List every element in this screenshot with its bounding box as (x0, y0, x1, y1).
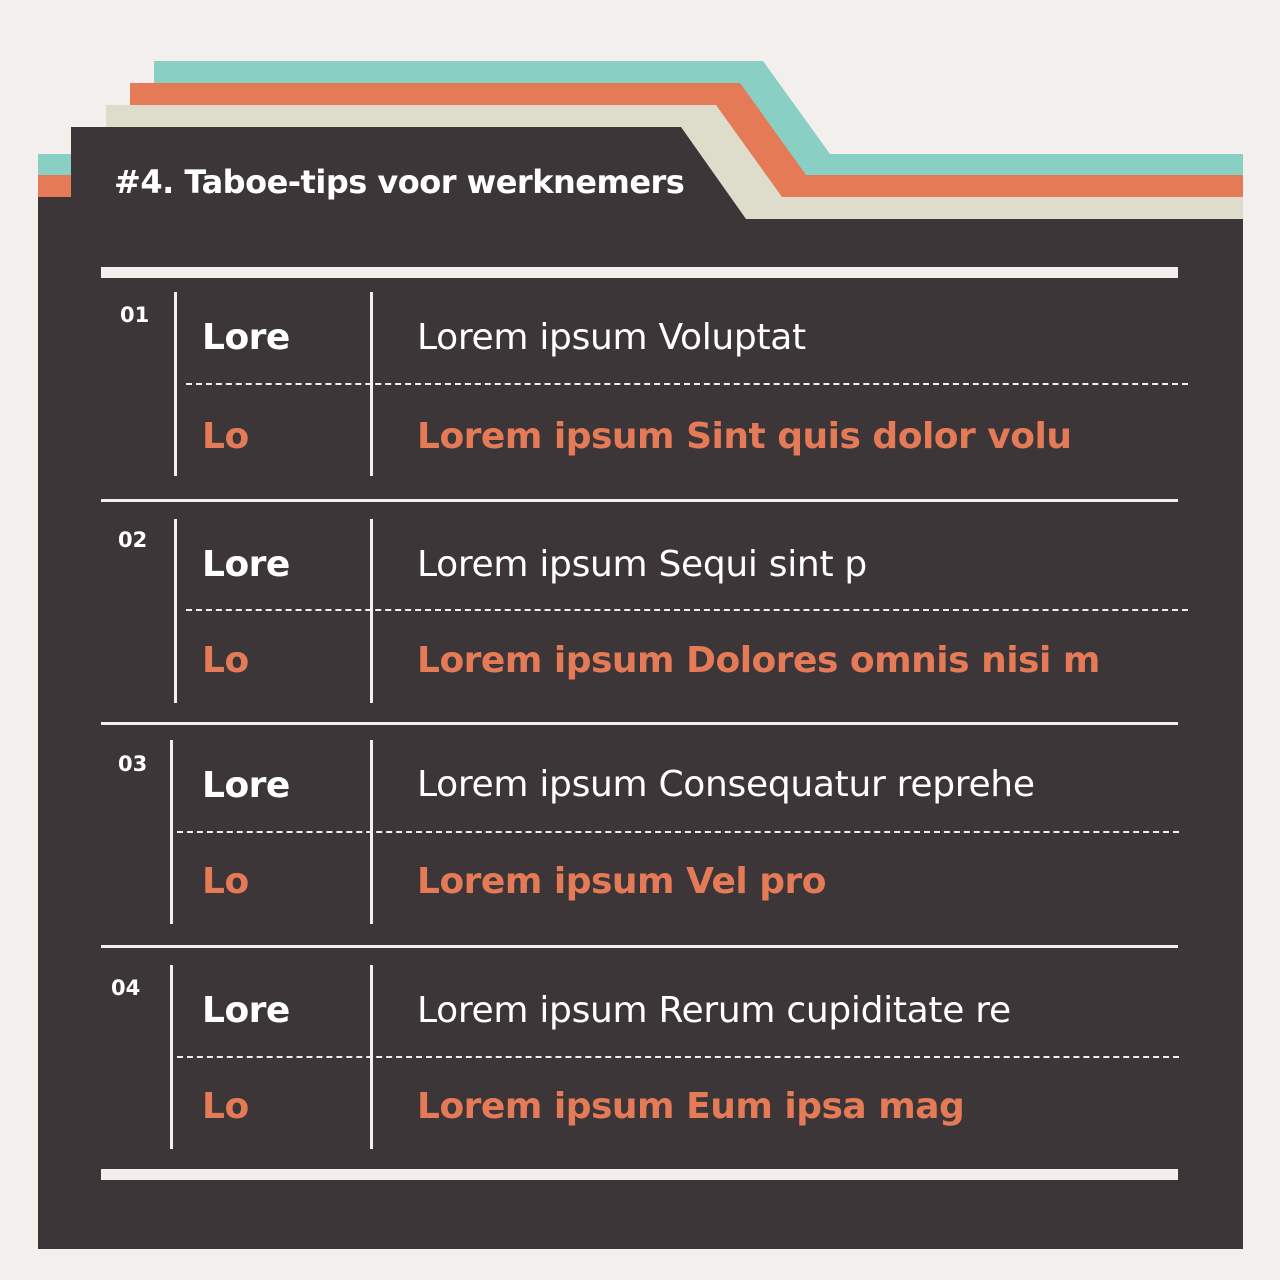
column-divider (174, 519, 177, 703)
item-label-top: Lore (202, 317, 290, 358)
column-divider (170, 965, 173, 1149)
bottom-border (101, 1169, 1178, 1180)
dashed-divider (177, 1056, 1179, 1058)
row-separator (101, 499, 1178, 502)
item-value-top: Lorem ipsum Sequi sint p (417, 544, 867, 585)
dashed-divider (177, 831, 1179, 833)
dashed-divider (186, 383, 1188, 385)
item-value-top: Lorem ipsum Voluptat (417, 317, 806, 358)
item-label-top: Lore (202, 544, 290, 585)
item-number: 03 (118, 752, 148, 776)
item-label-bottom: Lo (202, 1086, 249, 1127)
item-value-bottom: Lorem ipsum Eum ipsa mag (417, 1086, 965, 1127)
item-label-bottom: Lo (202, 416, 249, 457)
column-divider (370, 519, 373, 703)
row-separator (101, 722, 1178, 725)
item-label-bottom: Lo (202, 861, 249, 902)
item-value-bottom: Lorem ipsum Vel pro (417, 861, 827, 902)
top-border (101, 267, 1178, 278)
dashed-divider (186, 609, 1188, 611)
column-divider (170, 740, 173, 924)
item-number: 04 (111, 976, 141, 1000)
page-title: #4. Taboe-tips voor werknemers (114, 163, 685, 201)
item-value-bottom: Lorem ipsum Sint quis dolor volu (417, 416, 1072, 457)
item-value-top: Lorem ipsum Consequatur reprehe (417, 764, 1035, 805)
item-number: 02 (118, 528, 148, 552)
column-divider (174, 292, 177, 476)
item-label-bottom: Lo (202, 640, 249, 681)
item-label-top: Lore (202, 765, 290, 806)
row-separator (101, 945, 1178, 948)
item-label-top: Lore (202, 990, 290, 1031)
item-value-bottom: Lorem ipsum Dolores omnis nisi m (417, 640, 1100, 681)
item-value-top: Lorem ipsum Rerum cupiditate re (417, 990, 1011, 1031)
item-number: 01 (120, 303, 150, 327)
